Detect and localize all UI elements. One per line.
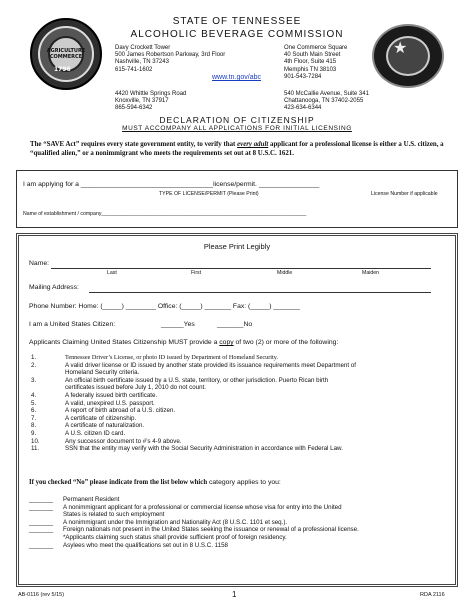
name-middle-label: Middle [277,270,293,276]
category-blank[interactable]: _______ [29,518,54,526]
document-list-item [29,400,447,408]
category-text: Asylees who meet the qualifications set out in 8 U.S.C. 1158 [63,541,228,549]
mailing-address-line[interactable] [89,292,431,293]
website-link[interactable]: www.tn.gov/abc [212,74,262,81]
document-list-item [29,362,447,370]
item-number: 8. [31,422,37,430]
applicants-instruction: Applicants Claiming United States Citizenship MUST provide a copy of two (2) or more of the following: [29,339,339,346]
category-text: *Applicants claiming such status shall provide sufficient proof of foreign residency. [63,533,287,541]
item-number: 11. [31,445,40,453]
category-text: States is related to such employment [63,511,165,519]
category-option[interactable] [29,496,447,504]
category-blank[interactable]: _______ [29,496,54,503]
name-first-label: First [191,270,202,276]
item-number: 6. [31,407,37,415]
item-text: Tennessee Driver’s License, or photo ID issued by Department of Homeland Security. [65,354,278,361]
document-list [29,354,447,453]
address-chattanooga: 540 McCallie Avenue, Suite 341 Chattanooga, TN 37402-2055 423-634-6344 [284,91,369,112]
name-maiden-label: Maiden [362,270,380,276]
declaration-subtitle: MUST ACCOMPANY ALL APPLICATIONS FOR INITIAL LICENSING [122,125,352,132]
address-nashville: Davy Crockett Tower 500 James Robertson Parkway, 3rd Floor Nashville, TN 37243 615-741-1602 [115,45,226,73]
item-number [29,369,65,377]
establishment-line[interactable]: Name of establishment / company_______________________________________________________________________ [23,211,307,217]
seal-year: 1796 [54,66,71,73]
category-option[interactable] [29,504,447,512]
item-text: SSN that the entity may verify with the Social Security Administration in accordance with Federal Law. [65,445,343,453]
item-text: A certificate of naturalization. [65,422,145,430]
category-blank [29,534,63,542]
agency-title: ALCOHOLIC BEVERAGE COMMISSION [130,29,344,40]
item-text: certificates issued before July 1, 2010 do not count. [65,384,207,392]
item-number: 3. [31,376,37,384]
license-type-label: TYPE OF LICENSE/PERMIT (Please Print) [159,191,259,197]
document-list-item [29,422,447,430]
license-number-label: License Number if applicable [371,191,438,197]
citizen-no-option[interactable]: _______No [217,321,253,328]
item-text: A U.S. citizen ID card. [65,429,126,437]
item-number: 9. [31,429,37,437]
item-number: 5. [31,399,37,407]
category-option[interactable] [29,519,447,527]
star-icon: ★ [393,38,408,57]
item-text: A certificate of citizenship. [65,414,137,422]
document-list-item [29,430,447,438]
document-list-item [29,445,447,453]
item-number: 1. [31,354,37,361]
name-last-label: Last [107,270,117,276]
noncitizen-instruction: If you checked “No” please indicate from the list below which category applies to you: [29,479,281,486]
license-type-line[interactable]: I am applying for a ___________________________________license/permit. ________________ [23,181,320,188]
item-text: An official birth certificate issued by a U.S. state, territory, or other jurisdiction. Puerto Rican birth [65,376,329,384]
item-text: Homeland Security criteria. [65,369,140,377]
item-text: A federally issued birth certificate. [65,391,158,399]
name-label: Name: [29,260,50,267]
document-list-item [29,377,447,385]
address-knoxville: 4420 Whittle Springs Road Knoxville, TN 37917 865-594-6342 [115,91,187,112]
category-blank [29,511,63,519]
document-list-item [29,384,447,392]
item-number: 7. [31,414,37,422]
category-blank[interactable]: _______ [29,541,54,549]
document-list-item [29,407,447,415]
declaration-title: DECLARATION OF CITIZENSHIP [159,115,315,125]
mailing-address-label: Mailing Address: [29,284,79,291]
save-act-intro: The “SAVE Act” requires every state government entity, to verify that every adult applicant for a professional license is either a U.S. citizen, a “qualified alien,” or a nonimmigrant who meets the requirements set out at 8 U.S.C. 1621. [30,141,444,157]
item-text: A valid driver license or ID issued by another state provided its issuance requirements meet Department of [65,361,356,369]
item-number: 4. [31,391,37,399]
item-text: A report of birth abroad of a U.S. citizen. [65,407,176,415]
category-option [29,511,447,519]
citizen-yes-option[interactable]: ______Yes [161,321,195,328]
citizenship-form-box [16,233,458,587]
document-list-item [29,369,447,377]
rda-code: RDA 2116 [420,592,445,598]
item-text: A valid, unexpired U.S. passport. [65,399,155,407]
license-info-box [16,170,458,228]
category-blank[interactable]: _______ [29,526,54,534]
seal-center: AGRICULTURE COMMERCE [48,36,84,72]
category-option[interactable] [29,542,447,550]
phone-number-line[interactable]: Phone Number: Home: (_____) ________ Office: (_____) _______ Fax: (_____) _______ [29,303,300,310]
category-list [29,496,447,549]
item-number [29,384,65,392]
category-text: A nonimmigrant under the Immigration and Nationality Act (8 U.S.C. 1101 et seq.). [63,518,288,526]
document-list-item [29,415,447,423]
page-number: 1 [232,590,237,599]
category-text: A nonimmigrant applicant for a professional or commercial license whose visa for entry into the United [63,503,342,511]
item-text: Any successor document to #’s 4-9 above. [65,437,182,445]
address-memphis: One Commerce Square 40 South Main Street 4th Floor, Suite 415 Memphis TN 38103 901-543-7284 [284,45,348,80]
document-list-item [29,438,447,446]
name-input-line[interactable] [51,268,431,269]
category-option [29,534,447,542]
category-text: Permanent Resident [63,496,120,503]
document-list-item [29,354,447,362]
form-id: AB-0116 (rev 5/15) [18,592,65,598]
citizen-question: I am a United States Citizen: [29,321,116,328]
item-number: 2. [31,361,37,369]
state-title: STATE OF TENNESSEE [172,16,302,27]
category-option[interactable] [29,526,447,534]
document-list-item [29,392,447,400]
category-blank[interactable]: _______ [29,503,54,511]
category-text: Foreign nationals not present in the United States seeking the issuance or renewal of a professional license. [63,526,359,534]
item-number: 10. [31,437,40,445]
print-legibly: Please Print Legibly [203,242,271,251]
